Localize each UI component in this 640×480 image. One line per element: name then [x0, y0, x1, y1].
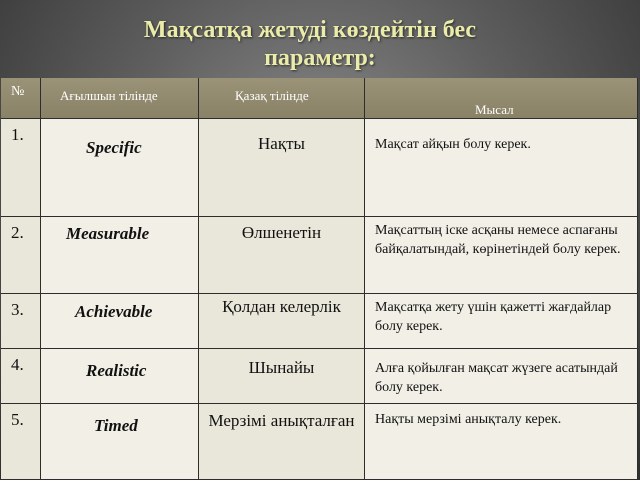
row-5-number: 5.	[1, 404, 41, 480]
row-4-kazakh: Шынайы	[199, 349, 365, 404]
header-english: Ағылшын тілінде	[41, 78, 199, 119]
slide-title-line-2: параметр:	[264, 45, 376, 71]
header-example: Мысал	[365, 78, 638, 119]
header-kazakh: Қазақ тілінде	[199, 78, 365, 119]
slide-title-line-1: Мақсатқа жетуді көздейтін бес	[143, 17, 477, 43]
row-2-example: Мақсаттың іске асқаны немесе аспағаны байқалатындай, көрінетіндей болу керек.	[365, 217, 638, 294]
row-5-example: Нақты мерзімі анықталу керек.	[365, 404, 638, 480]
header-number: №	[1, 78, 41, 119]
row-1-english: Specific	[41, 119, 199, 217]
row-4-example: Алға қойылған мақсат жүзеге асатындай болу керек.	[365, 349, 638, 404]
row-1-kazakh: Нақты	[199, 119, 365, 217]
row-2-english: Measurable	[41, 217, 199, 294]
row-3-example: Мақсатқа жету үшін қажетті жағдайлар болу керек.	[365, 294, 638, 349]
row-5-english: Timed	[41, 404, 199, 480]
row-4-english: Realistic	[41, 349, 199, 404]
smart-criteria-table	[1, 78, 638, 480]
row-5-kazakh: Мерзімі анықталған	[199, 404, 365, 480]
row-3-english: Achievable	[41, 294, 199, 349]
row-3-kazakh: Қолдан келерлік	[199, 294, 365, 349]
row-2-kazakh: Өлшенетін	[199, 217, 365, 294]
row-3-number: 3.	[1, 294, 41, 349]
row-1-example: Мақсат айқын болу керек.	[365, 119, 638, 217]
row-4-number: 4.	[1, 349, 41, 404]
row-1-number: 1.	[1, 119, 41, 217]
row-2-number: 2.	[1, 217, 41, 294]
